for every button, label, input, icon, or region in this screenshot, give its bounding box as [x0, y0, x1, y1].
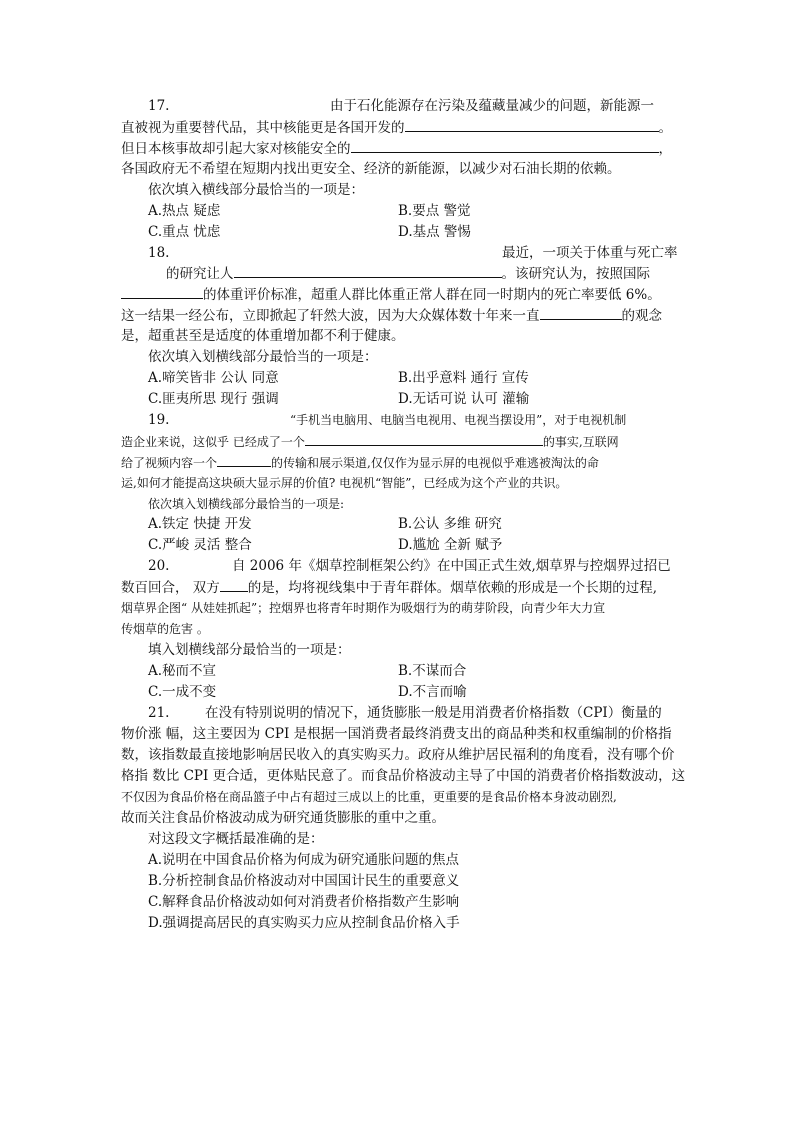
q17-option-b[interactable]: B.要点 警觉: [398, 203, 471, 219]
q21-stem-line-1: 在没有特别说明的情况下，通货膨胀一般是用消费者价格指数（CPI）衡量的: [205, 705, 662, 721]
q21-option-b[interactable]: B.分析控制食品价格波动对中国国计民生的重要意义: [148, 873, 460, 889]
q21-stem-line-5: 不仅因为食品价格在商品篮子中占有超过三成以上的比重，更重要的是食品价格本身波动剧烈,: [121, 790, 617, 804]
q17-number: 17.: [148, 98, 170, 114]
q20-stem-line-4: 传烟草的危害 。: [121, 622, 209, 636]
q20-number: 20.: [148, 558, 170, 574]
q20-prompt: 填入划横线部分最恰当的一项是：: [148, 642, 351, 658]
q17-stem-line-1: 由于石化能源存在污染及蕴藏量减少的问题，新能源一: [330, 98, 654, 114]
q20-stem-line-1: 自 2006 年《烟草控制框架公约》在中国正式生效,烟草界与控烟界过招已: [232, 558, 671, 574]
q19-option-a[interactable]: A.铁定 快捷 开发: [148, 516, 252, 532]
q21-option-a[interactable]: A.说明在中国食品价格为何成为研究通胀问题的焦点: [148, 852, 460, 868]
q17-stem-line-3: 但日本核事故却引起大家对核能安全的 ，: [121, 141, 672, 157]
q18-option-a[interactable]: A.啼笑皆非 公认 同意: [148, 370, 279, 386]
q21-stem-line-4: 格指 数比 CPI 更合适，更体贴民意了。而食品价格波动主导了中国的消费者价格指数波动，这: [121, 768, 686, 784]
q18-stem-line-3: 的体重评价标准，超重人群比体重正常人群在同一时期内的死亡率要低 6%。: [121, 285, 661, 304]
q21-stem-line-2: 物价涨 幅，这主要因为 CPI 是根据一国消费者最终消费支出的商品种类和权重编制的价格指: [121, 726, 672, 742]
q21-option-c[interactable]: C.解释食品价格波动如何对消费者价格指数产生影响: [148, 894, 460, 910]
q18-option-c[interactable]: C.匪夷所思 现行 强调: [148, 391, 279, 407]
q21-option-d[interactable]: D.强调提高居民的真实购买力应从控制食品价格入手: [148, 915, 460, 931]
q20-option-a[interactable]: A.秘而不宣: [148, 663, 217, 679]
q18-stem-line-2: 的研究让人 。该研究认为，按照国际: [166, 266, 650, 282]
q19-number: 19.: [148, 412, 170, 428]
q21-stem-line-3: 数，该指数最直接地影响居民收入的真实购买力。政府从维护居民福利的角度看，没有哪个价: [121, 747, 675, 763]
q17-blank-1: [405, 118, 659, 132]
q21-prompt: 对这段文字概括最准确的是：: [148, 831, 324, 847]
q21-number: 21.: [148, 705, 170, 721]
q19-prompt: 依次填入划横线部分最恰当的一项是:: [148, 497, 345, 511]
q17-option-d[interactable]: D.基点 警惕: [398, 224, 471, 240]
q17-blank-2: [351, 139, 659, 153]
q19-option-c[interactable]: C.严峻 灵活 整合: [148, 537, 252, 553]
q18-option-b[interactable]: B.出乎意料 通行 宣传: [398, 370, 529, 386]
q18-option-d[interactable]: D.无话可说 认可 灌输: [398, 391, 530, 407]
q17-stem-line-4: 各国政府无不希望在短期内找出更安全、经济的新能源，以减少对石油长期的依赖。: [121, 161, 621, 177]
q18-stem-line-4: 这一结果一经公布，立即掀起了轩然大波，因为大众媒体数十年来一直 的观念: [121, 308, 662, 324]
q18-stem-line-5: 是，超重甚至是适度的体重增加都不利于健康。: [121, 328, 405, 344]
q20-option-b[interactable]: B.不谋而合: [398, 663, 467, 679]
q20-stem-line-3: 烟草界企图“ 从娃娃抓起”；控烟界也将青年时期作为吸烟行为的萌芽阶段，向青少年大力宣: [121, 601, 606, 615]
q18-number: 18.: [148, 245, 170, 261]
q20-option-d[interactable]: D.不言而喻: [398, 684, 467, 700]
q19-blank-2: [217, 453, 271, 467]
q17-option-c[interactable]: C.重点 忧虑: [148, 224, 221, 240]
q19-blank-1: [305, 432, 543, 446]
q17-prompt: 依次填入横线部分最恰当的一项是：: [148, 182, 364, 198]
q20-stem-line-2: 数百回合， 双方 的是，均将视线集中于青年群体。烟草依赖的形成是一个长期的过程,: [121, 580, 658, 596]
q17-stem-line-2: 直被视为重要替代品，其中核能更是各国开发的 。: [121, 120, 672, 136]
q20-option-c[interactable]: C.一成不变: [148, 684, 217, 700]
q18-blank-3: [540, 306, 622, 320]
q19-stem-line-1: “手机当电脑用、电脑当电视用、电视当摆设用”，对于电视机制: [290, 413, 627, 427]
q19-option-b[interactable]: B.公认 多维 研究: [398, 516, 502, 532]
q19-stem-line-3: 给了视频内容一个 的传输和展示渠道,仅仅作为显示屏的电视似乎难逃被淘汰的命: [121, 453, 599, 472]
q21-stem-line-6: 故而关注食品价格波动成为研究通货膨胀的重中之重。: [121, 810, 445, 826]
q19-stem-line-4: 运,如何才能提高这块硕大显示屏的价值? 电视机“智能”，已经成为这个产业的共识。: [121, 476, 568, 490]
q18-blank-1: [234, 264, 502, 278]
q19-option-d[interactable]: D.尴尬 全新 赋予: [398, 537, 503, 553]
q17-option-a[interactable]: A.热点 疑虑: [148, 203, 221, 219]
q20-blank: [220, 578, 248, 592]
q18-blank-2: [121, 285, 203, 299]
q18-prompt: 依次填入划横线部分最恰当的一项是：: [148, 349, 378, 365]
q18-stem-line-1: 最近，一项关于体重与死亡率: [502, 245, 678, 261]
q19-stem-line-2: 造企业来说，这似乎 已经成了一个 的事实,互联网: [121, 432, 619, 451]
